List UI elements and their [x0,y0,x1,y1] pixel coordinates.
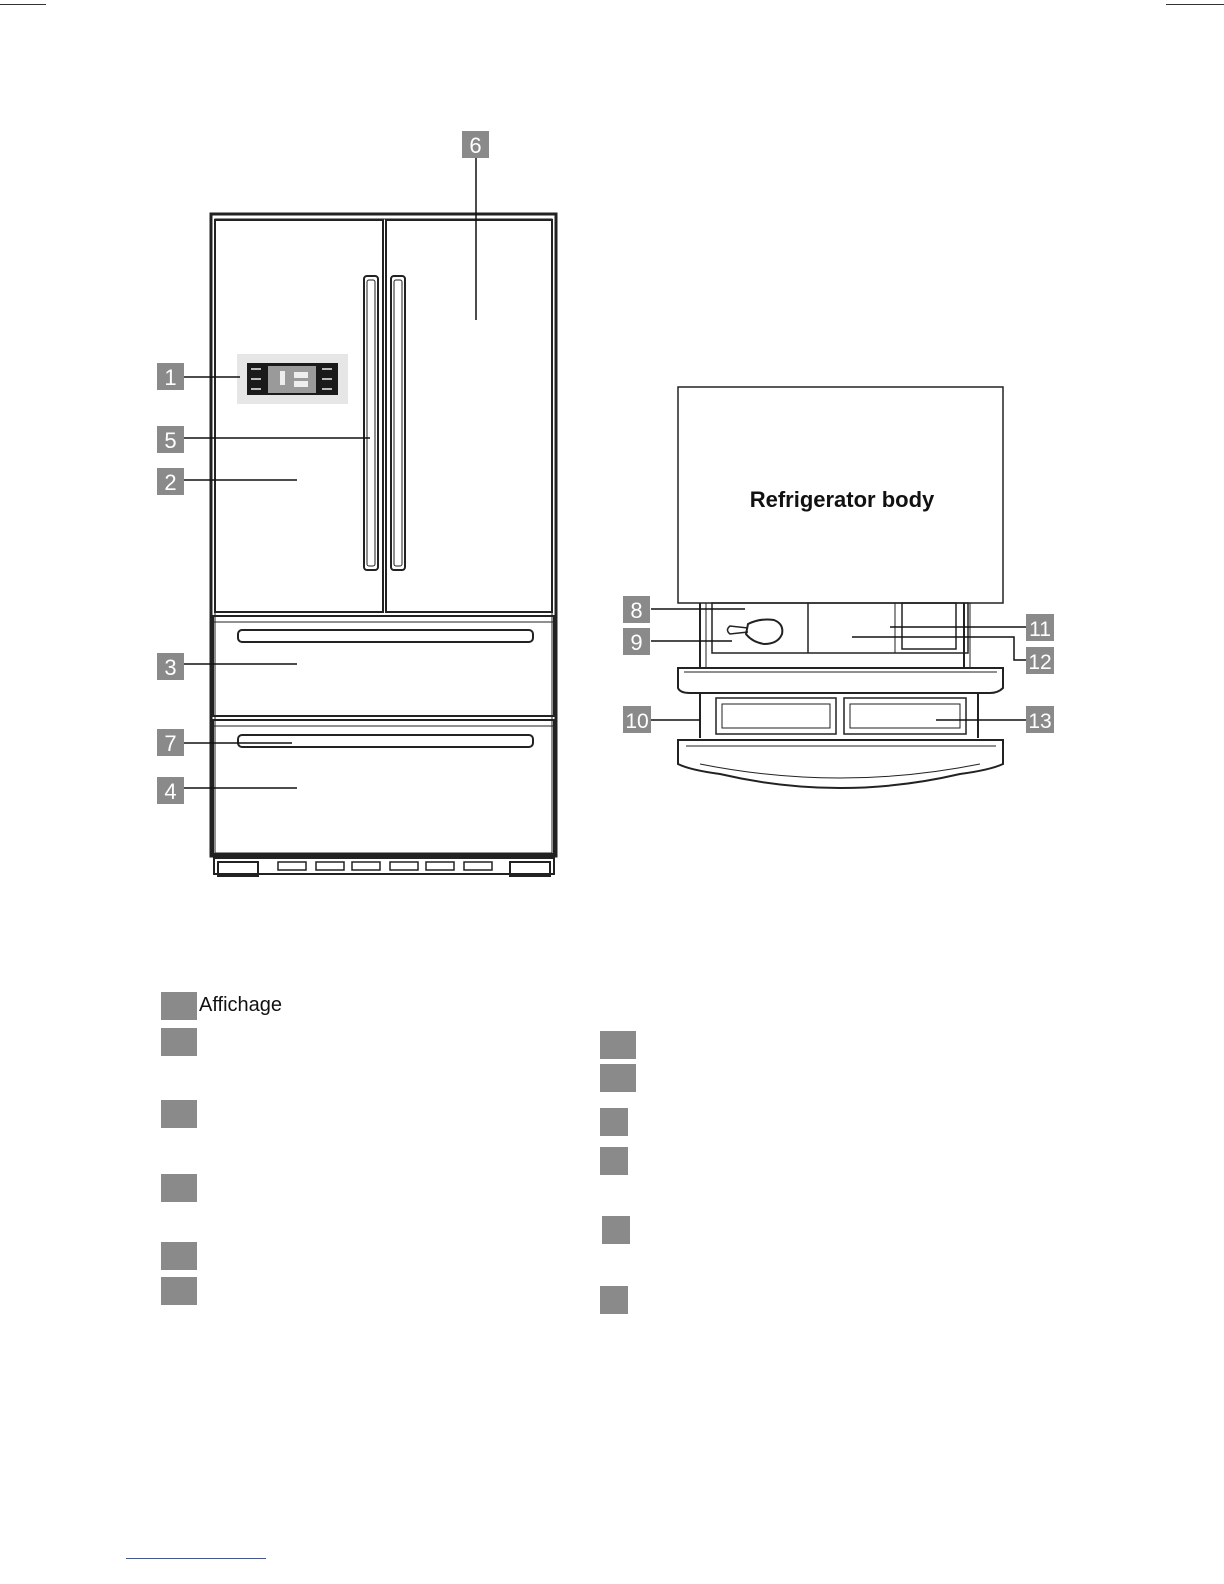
callout-9 [623,628,650,655]
callout-2 [157,468,184,495]
callout-8 [623,596,650,623]
svg-text:3: 3 [164,655,177,680]
callout-4 [157,777,184,804]
legend-marker-2 [161,1028,197,1056]
legend-marker-12 [600,1286,628,1314]
callout-12 [1026,647,1054,674]
svg-text:5: 5 [164,428,177,453]
callout-6 [462,131,489,158]
right-door-handle [391,276,405,570]
lower-drawer-front [678,740,1003,788]
svg-text:8: 8 [630,598,643,623]
ice-scoop [746,620,782,645]
svg-text:4: 4 [164,779,177,804]
svg-text:13: 13 [1028,710,1052,733]
legend-marker-10 [600,1147,628,1175]
svg-text:2: 2 [164,470,177,495]
svg-text:6: 6 [469,133,482,158]
lower-drawer-handle [238,735,533,747]
left-door-handle [364,276,378,570]
callout-1 [157,363,184,390]
legend-marker-9 [600,1108,628,1136]
lower-bin-right [844,698,966,734]
svg-text:1: 1 [164,365,177,390]
svg-text:9: 9 [630,630,643,655]
legend-marker-1 [161,992,197,1020]
lower-bin-left [716,698,836,734]
callout-3 [157,653,184,680]
svg-text:7: 7 [164,731,177,756]
lower-drawer [213,720,554,854]
fridge-front-view [211,214,556,876]
callout-11 [1026,614,1054,641]
callout-7 [157,729,184,756]
callout-5 [157,426,184,453]
legend-marker-8 [600,1064,636,1092]
legend-marker-11 [602,1216,630,1244]
legend-marker-4 [161,1174,197,1202]
fridge-top-view [678,387,1003,788]
legend-marker-7 [600,1031,636,1059]
right-door [386,220,552,612]
svg-text:12: 12 [1028,651,1052,674]
display-panel [237,354,348,404]
left-leader-lines [184,158,476,788]
legend-marker-6 [161,1277,197,1305]
upper-bin [712,603,968,653]
left-door [215,220,383,612]
upper-drawer-handle [238,630,533,642]
callout-10 [623,706,651,733]
callout-13 [1026,706,1054,733]
legend-label-1: Affichage [199,994,283,1016]
svg-text:10: 10 [625,710,649,733]
refrigerator-body-label: Refrigerator body [749,487,935,512]
fridge-base [214,858,554,874]
svg-text:11: 11 [1029,618,1051,641]
footer-rule [126,1558,266,1559]
legend-marker-5 [161,1242,197,1270]
legend-marker-3 [161,1100,197,1128]
